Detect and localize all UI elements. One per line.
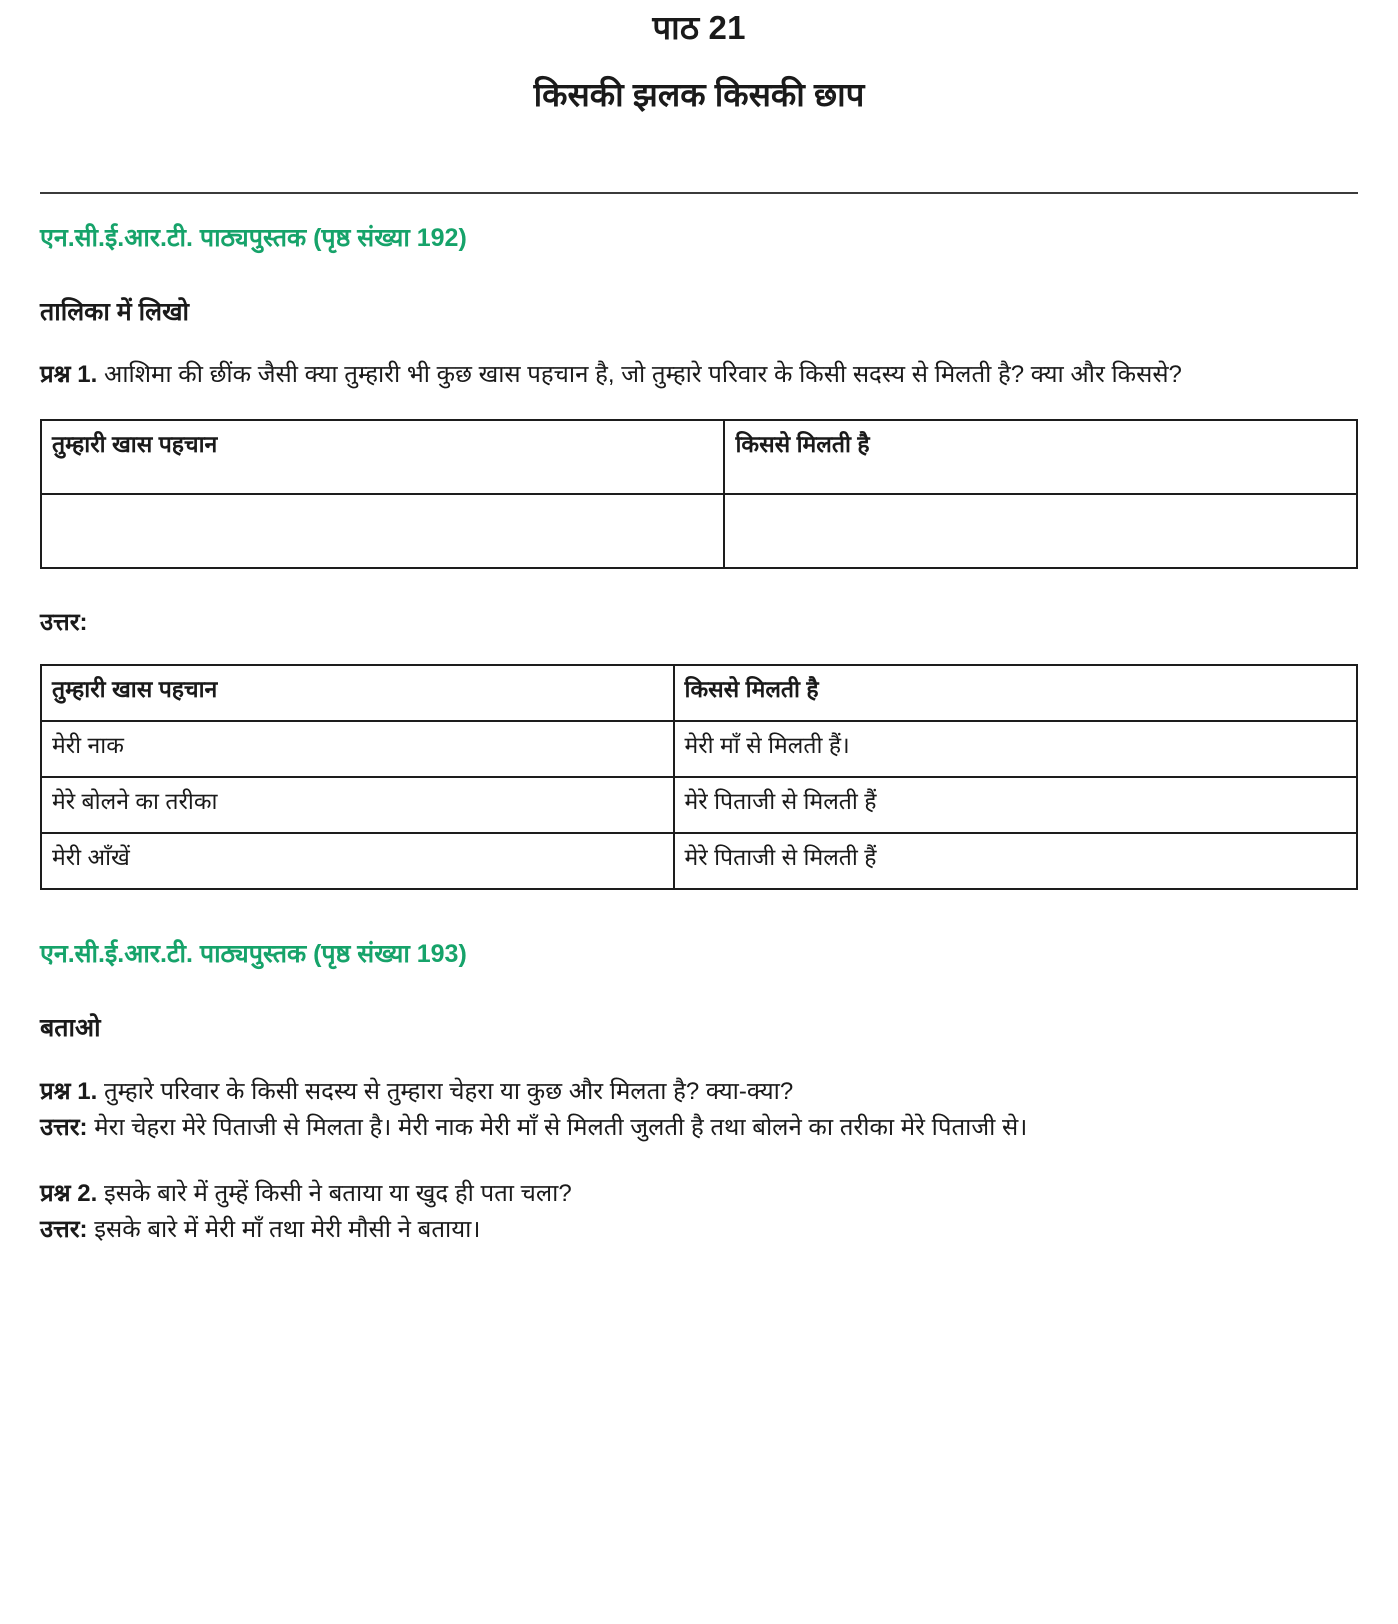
answer-label: उत्तर: (40, 1215, 88, 1243)
filled-answer-table (40, 664, 1358, 890)
table-row (41, 721, 1357, 777)
table-cell: मेरी आँखें (41, 833, 674, 889)
table-cell: मेरी माँ से मिलती हैं। (674, 721, 1357, 777)
table-cell: मेरे पिताजी से मिलती हैं (674, 833, 1357, 889)
document-page (0, 4, 1398, 1258)
question-1-192 (40, 358, 1358, 393)
table-header-cell: किससे मिलती है (724, 420, 1357, 494)
table-row (41, 665, 1357, 721)
table-header-cell: किससे मिलती है (674, 665, 1357, 721)
qa-block-2 (40, 1176, 1358, 1248)
table-cell: मेरे बोलने का तरीका (41, 777, 674, 833)
source-heading-192: एन.सी.ई.आर.टी. पाठ्यपुस्तक (पृष्ठ संख्या 192) (40, 224, 467, 252)
question-text: तुम्हारे परिवार के किसी सदस्य से तुम्हारा चेहरा या कुछ और मिलता है? क्या-क्या? (97, 1077, 794, 1105)
question-text: आशिमा की छींक जैसी क्या तुम्हारी भी कुछ खास पहचान है, जो तुम्हारे परिवार के किसी सदस्य से मिलती है? क्या और किससे? (97, 361, 1182, 388)
lesson-number: पाठ 21 (652, 9, 746, 46)
question-label: प्रश्न 1. (40, 1077, 98, 1105)
horizontal-divider (40, 192, 1358, 194)
table-header-cell: तुम्हारी खास पहचान (41, 420, 724, 494)
answer-label: उत्तर: (40, 1113, 88, 1141)
answer-text: मेरा चेहरा मेरे पिताजी से मिलता है। मेरी नाक मेरी माँ से मिलती जुलती है तथा बोलने का तरीका मेरे पिताजी से। (87, 1113, 1028, 1141)
table-cell: मेरी नाक (41, 721, 674, 777)
question-text: इसके बारे में तुम्हें किसी ने बताया या खुद ही पता चला? (97, 1179, 572, 1207)
source-heading-193: एन.सी.ई.आर.टी. पाठ्यपुस्तक (पृष्ठ संख्या 193) (40, 939, 467, 968)
lesson-title: किसकी झलक किसकी छाप (533, 76, 865, 113)
table-row (41, 777, 1357, 833)
table-header-cell: तुम्हारी खास पहचान (41, 665, 674, 721)
table-cell[interactable] (724, 494, 1357, 568)
table-row (41, 494, 1357, 568)
table-row (41, 420, 1357, 494)
question-label: प्रश्न 1. (40, 361, 98, 388)
answer-label-192: उत्तर: (40, 608, 88, 636)
answer-text: इसके बारे में मेरी माँ तथा मेरी मौसी ने बताया। (87, 1215, 481, 1243)
section-heading-batao: बताओ (40, 1013, 101, 1042)
qa-block-1 (40, 1074, 1358, 1146)
blank-answer-table (40, 419, 1358, 569)
question-label: प्रश्न 2. (40, 1179, 98, 1207)
table-cell[interactable] (41, 494, 724, 568)
table-cell: मेरे पिताजी से मिलती हैं (674, 777, 1357, 833)
section-heading-table: तालिका में लिखो (40, 298, 190, 326)
table-row (41, 833, 1357, 889)
